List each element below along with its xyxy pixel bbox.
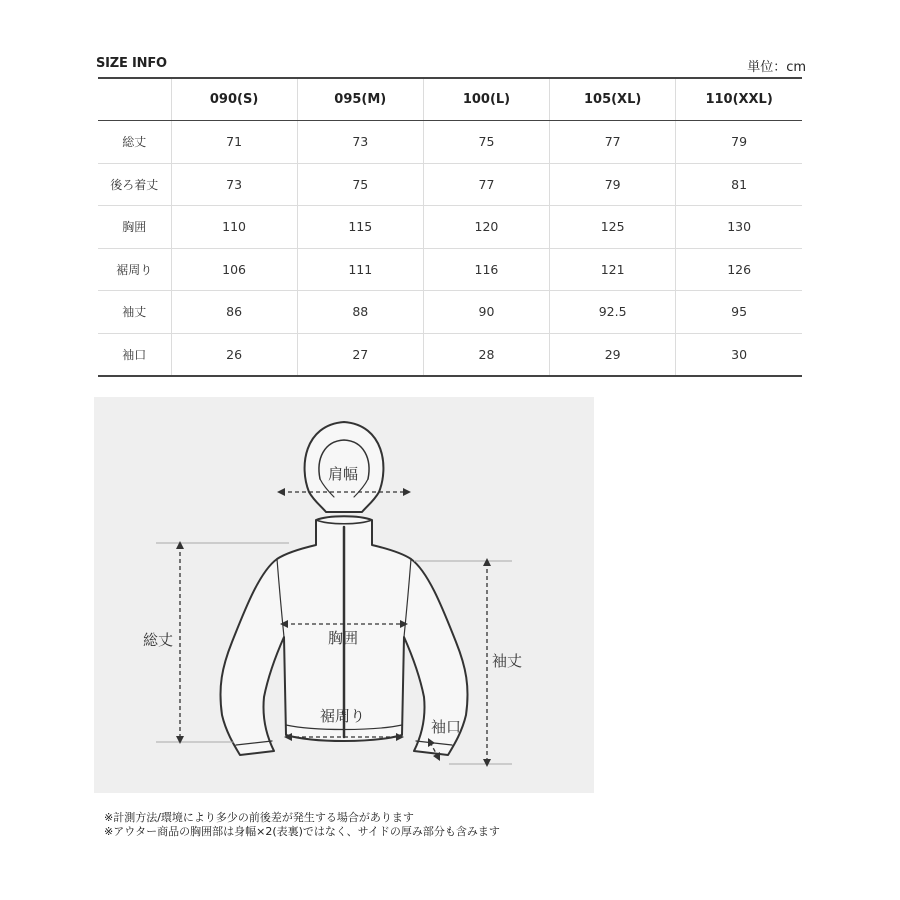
table-cell: 120 [423,206,549,249]
column-header: 105(XL) [550,78,676,121]
table-cell: 71 [171,121,297,164]
table-row [98,121,802,164]
table-cell: 111 [297,248,423,291]
table-cell: 30 [731,346,748,362]
table-cell: 73 [171,163,297,206]
table-cell: 121 [550,248,676,291]
table-cell: 92.5 [550,291,676,334]
table-row [98,291,802,334]
column-header: 110(XXL) [676,78,802,121]
table-cell: 81 [676,163,802,206]
table-row [98,248,802,291]
table-row [98,206,802,249]
table-cell: 130 [676,206,802,249]
row-label: 後ろ着丈 [98,163,171,206]
footnote: ※アウター商品の胸囲部は身幅×2(表裏)ではなく、サイドの厚み部分も含みます [104,825,500,838]
column-header: 100(L) [423,78,549,121]
table-cell: 86 [171,291,297,334]
table-cell: 126 [676,248,802,291]
row-label: 胸囲 [98,206,171,249]
table-cell: 115 [297,206,423,249]
table-cell: 110 [171,206,297,249]
row-label: 袖丈 [98,291,171,334]
table-cell: 29 [550,333,676,376]
table-cell: 27 [297,333,423,376]
table-cell: 79 [676,121,802,164]
section-title: SIZE INFO [96,56,167,71]
total-length-label: 総丈 [143,631,174,649]
sleeve-length-label: 袖丈 [492,652,523,670]
table-cell: 116 [423,248,549,291]
hem-label: 裾周り [320,707,366,725]
table-cell: 77 [550,121,676,164]
table-cell: 77 [423,163,549,206]
cuff-label: 袖口 [431,718,462,736]
measurement-diagram [94,397,594,793]
table-cell: 73 [297,121,423,164]
table-header-row [98,78,802,121]
unit-label: 単位：cm [747,60,806,75]
column-header [98,78,171,121]
table-cell: 106 [171,248,297,291]
table-cell: 88 [297,291,423,334]
column-header: 090(S) [171,78,297,121]
chest-label: 胸囲 [328,629,359,647]
footnote: ※計測方法/環境により多少の前後差が発生する場合があります [104,811,414,824]
column-header: 095(M) [297,78,423,121]
table-cell: 95 [676,291,802,334]
table-cell: 79 [550,163,676,206]
row-label: 総丈 [98,121,171,164]
table-row [98,333,802,376]
shoulder-label: 肩幅 [328,465,359,483]
row-label: 袖口 [98,333,171,376]
table-cell: 26 [171,333,297,376]
table-cell: 75 [297,163,423,206]
table-cell: 125 [550,206,676,249]
table-row [98,163,802,206]
table-cell: 75 [423,121,549,164]
row-label: 裾周り [98,248,171,291]
table-cell: 90 [423,291,549,334]
jacket-illustration [94,397,594,793]
table-cell: 28 [423,333,549,376]
size-table [98,77,802,377]
footnotes [104,811,500,839]
